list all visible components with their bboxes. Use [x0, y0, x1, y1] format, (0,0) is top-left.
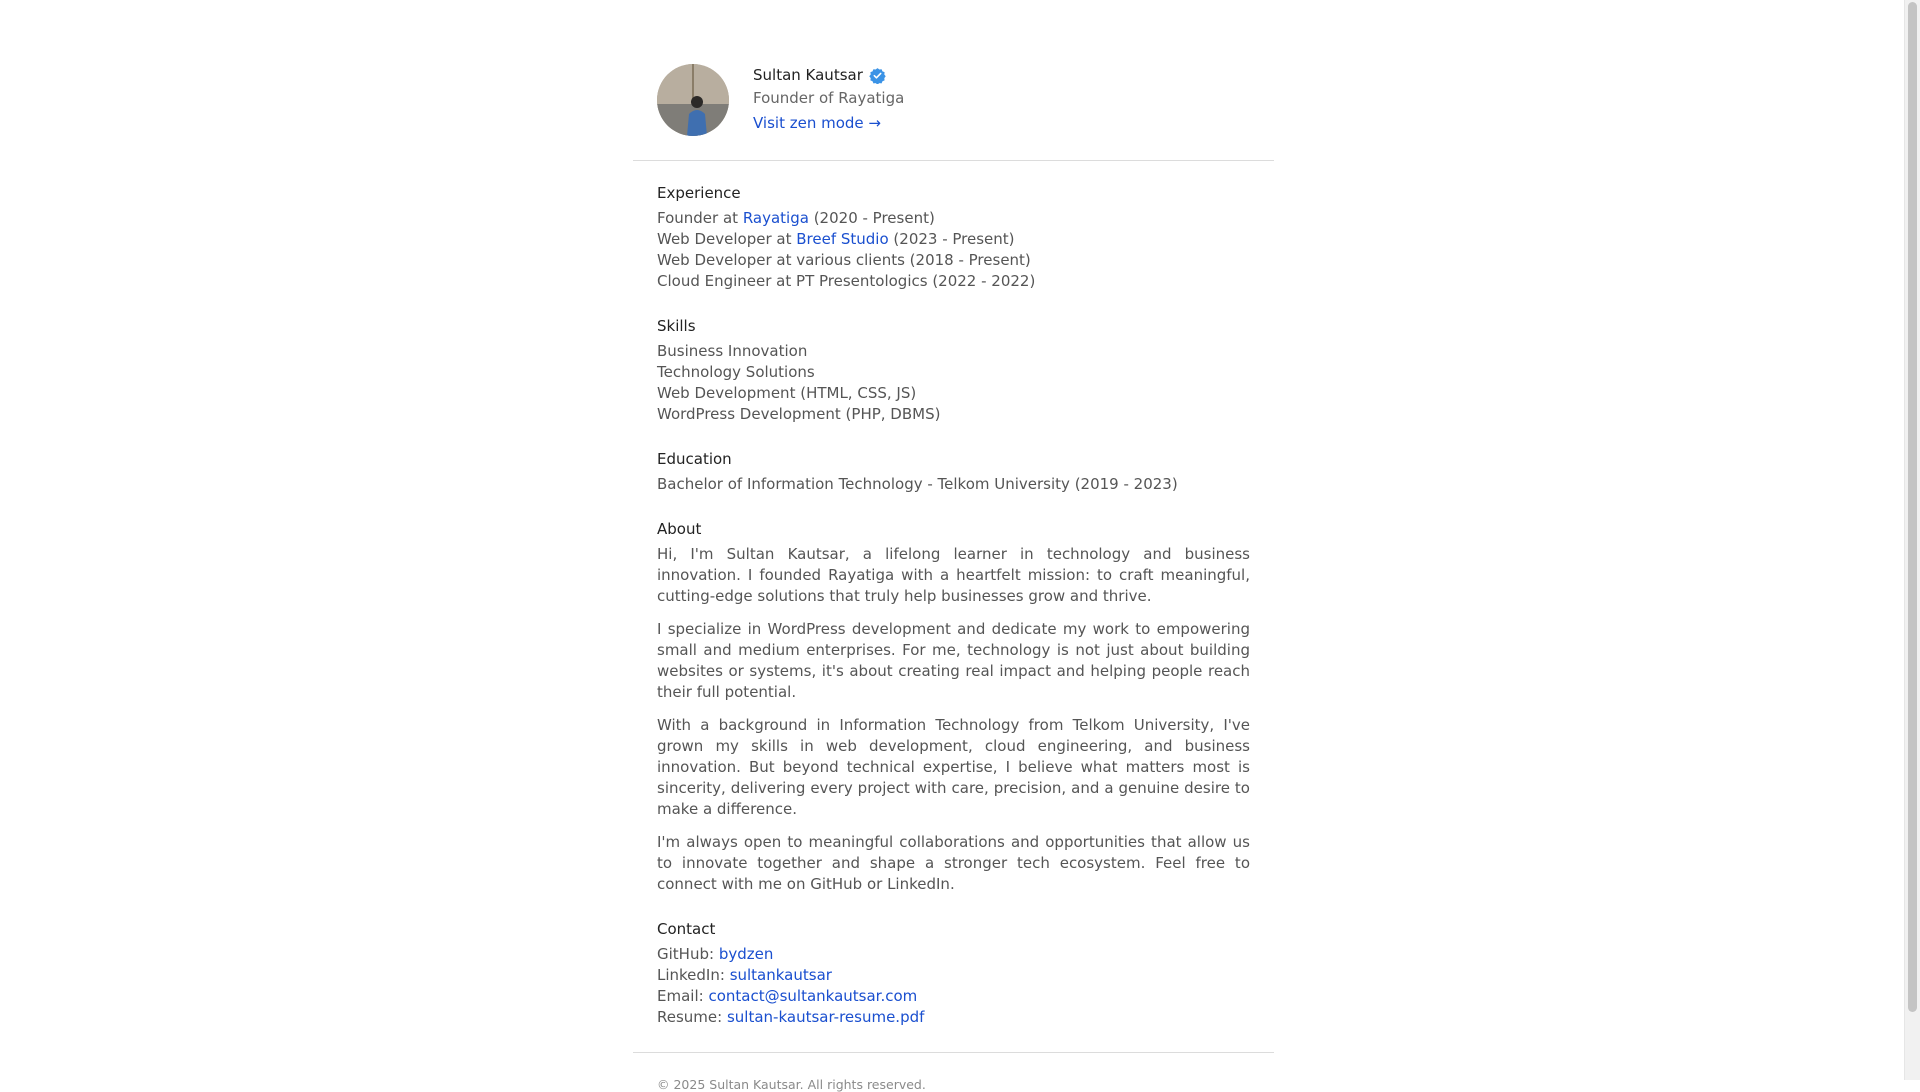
breef-studio-link[interactable]: Breef Studio — [796, 230, 889, 248]
copyright-text: © 2025 Sultan Kautsar. All rights reserved. — [657, 1077, 926, 1092]
skill-item: Web Development (HTML, CSS, JS) — [657, 384, 917, 402]
about-heading: About — [657, 520, 702, 538]
experience-item — [657, 208, 1250, 229]
contact-label: Email: — [657, 987, 709, 1005]
main-content — [633, 161, 1274, 1028]
contact-linkedin — [657, 965, 1250, 986]
experience-item: Cloud Engineer at PT Presentologics (2022 - 2022) — [657, 272, 1036, 290]
experience-text: Founder at — [657, 209, 743, 227]
experience-item: Web Developer at various clients (2018 - Present) — [657, 251, 1031, 269]
profile-name: Sultan Kautsar — [753, 66, 863, 84]
experience-heading: Experience — [657, 184, 741, 202]
github-link[interactable]: bydzen — [718, 945, 774, 963]
about-paragraph: I specialize in WordPress development and dedicate my work to empowering small and medium enterprises. For me, technology is not just about building websites or systems, it's about creating real impact and helping people reach their full potential. — [657, 620, 1250, 701]
education-heading: Education — [657, 450, 732, 468]
experience-text: Web Developer at — [657, 230, 797, 248]
linkedin-link[interactable]: sultankautsar — [729, 966, 832, 984]
contact-section — [657, 919, 1250, 1028]
avatar-photo — [657, 64, 729, 136]
profile-name-row — [753, 64, 886, 86]
profile-role: Founder of Rayatiga — [753, 89, 905, 107]
about-section — [657, 519, 1250, 895]
email-link[interactable]: contact@sultankautsar.com — [708, 987, 918, 1005]
zen-mode-link[interactable]: Visit zen mode → — [753, 114, 881, 132]
skill-item: Technology Solutions — [657, 363, 815, 381]
education-section — [657, 449, 1250, 495]
scrollbar-thumb[interactable] — [1908, 2, 1917, 1012]
experience-item — [657, 229, 1250, 250]
profile-header — [633, 0, 1274, 161]
contact-label: GitHub: — [657, 945, 719, 963]
skills-section — [657, 316, 1250, 425]
experience-dates: (2023 - Present) — [888, 230, 1015, 248]
footer — [633, 1052, 1274, 1092]
contact-label: LinkedIn: — [657, 966, 730, 984]
skill-item: WordPress Development (PHP, DBMS) — [657, 405, 941, 423]
contact-resume — [657, 1007, 1250, 1028]
about-paragraph: I'm always open to meaningful collaborations and opportunities that allow us to innovate together and shape a stronger tech ecosystem. Feel free to connect with me on GitHub or LinkedIn. — [657, 833, 1250, 893]
rayatiga-link[interactable]: Rayatiga — [742, 209, 809, 227]
contact-heading: Contact — [657, 920, 716, 938]
experience-dates: (2020 - Present) — [808, 209, 935, 227]
verified-badge-icon — [869, 67, 886, 84]
page-container — [633, 0, 1274, 1092]
contact-github — [657, 944, 1250, 965]
contact-label: Resume: — [657, 1008, 727, 1026]
experience-section — [657, 183, 1250, 292]
avatar — [657, 64, 729, 136]
contact-email — [657, 986, 1250, 1007]
education-item: Bachelor of Information Technology - Telkom University (2019 - 2023) — [657, 475, 1178, 493]
about-paragraph: Hi, I'm Sultan Kautsar, a lifelong learner in technology and business innovation. I founded Rayatiga with a heartfelt mission: to craft meaningful, cutting-edge solutions that truly help businesses grow and thrive. — [657, 545, 1250, 605]
vertical-scrollbar[interactable] — [1904, 0, 1920, 1080]
resume-link[interactable]: sultan-kautsar-resume.pdf — [726, 1008, 925, 1026]
skill-item: Business Innovation — [657, 342, 808, 360]
skills-heading: Skills — [657, 317, 696, 335]
about-paragraph: With a background in Information Technology from Telkom University, I've grown my skills in web development, cloud engineering, and business innovation. But beyond technical expertise, I believe what matters most is sincerity, delivering every project with care, precision, and a genuine desire to make a difference. — [657, 716, 1250, 818]
